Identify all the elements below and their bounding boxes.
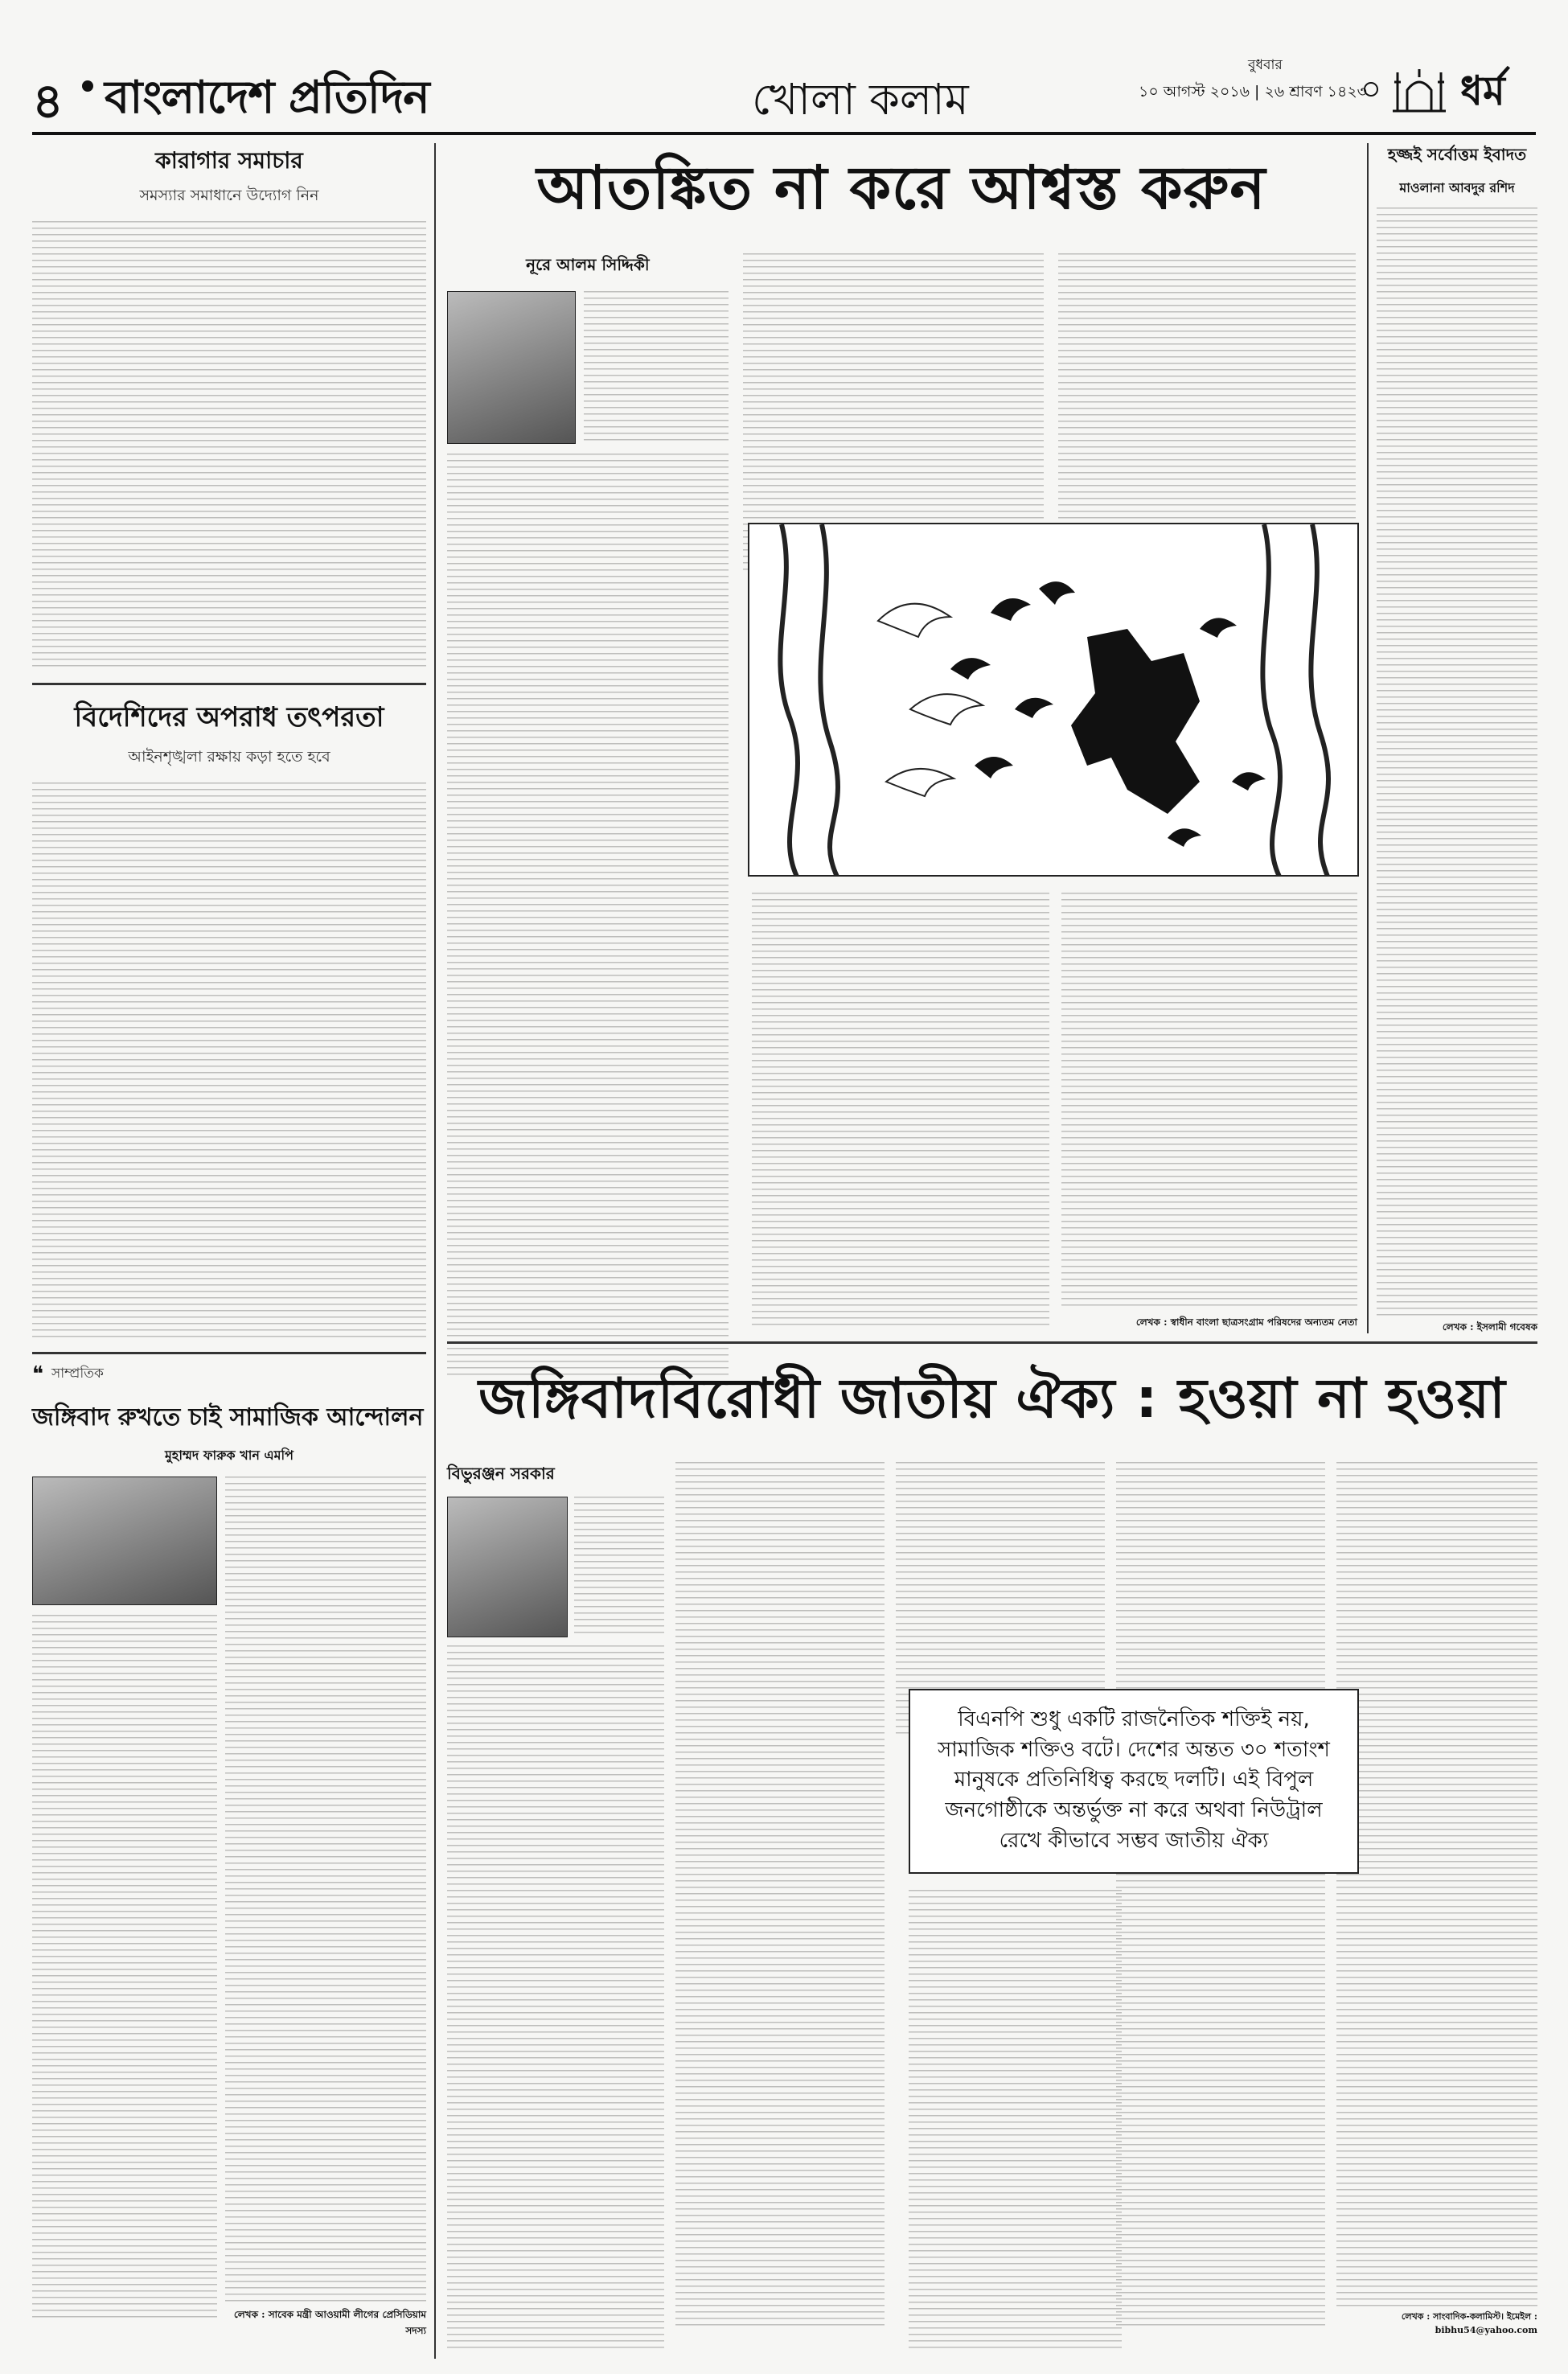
- religion-title: হজ্জই সর্বোত্তম ইবাদত: [1387, 145, 1527, 164]
- pull-quote: বিএনপি শুধু একটি রাজনৈতিক শক্তিই নয়, সামাজিক শক্তিও বটে। দেশের অন্তত ৩০ শতাংশ মানুষকে প্রতিনিধিত্ব করছে দলটি। এই বিপুল জনগোষ্ঠীকে অন্তর্ভুক্ত না করে অথবা নিউট্রাল রেখে কীভাবে সম্ভব জাতীয় ঐক্য: [909, 1689, 1359, 1874]
- second-credit: লেখক : সাংবাদিক-কলামিস্ট। ইমেইল : bibhu54@yahoo.com: [1401, 2311, 1537, 2335]
- mosque-icon: [1391, 58, 1447, 114]
- second-body-d: [1116, 1462, 1325, 2331]
- story3-credit: লেখক : সাবেক মন্ত্রী আওয়ামী লীগের প্রেসিডিয়াম সদস্য: [233, 2309, 426, 2336]
- author-photo: [32, 1477, 217, 1605]
- lead-body-a: [447, 454, 729, 1378]
- story2-subtitle: আইনশৃঙ্খলা রক্ষায় কড়া হতে হবে: [128, 748, 330, 766]
- lead-body-d: [752, 893, 1049, 1327]
- lead-credit: লেখক : স্বাধীন বাংলা ছাত্রসংগ্রাম পরিষদের অন্যতম নেতা: [1135, 1316, 1357, 1328]
- divider: [32, 683, 426, 685]
- lead-body-intro: [584, 291, 729, 444]
- page-number: ৪: [32, 73, 64, 129]
- masthead-rule: [32, 132, 1536, 135]
- second-body-b: [675, 1462, 885, 2331]
- second-body-a: [447, 1645, 664, 2353]
- masthead-circle: [1364, 82, 1378, 97]
- story3-body-b: [225, 1477, 426, 2305]
- second-body-f: [909, 1890, 1122, 2348]
- lead-body-e: [1061, 893, 1357, 1311]
- paper-name: বাংলাদেশ প্রতিদিন: [105, 72, 429, 124]
- section-title: খোলা কলাম: [752, 74, 969, 125]
- lead-headline: আতঙ্কিত না করে আশ্বস্ত করুন: [536, 154, 1266, 223]
- column-rule: [1367, 143, 1369, 1333]
- issue-date: ১০ আগস্ট ২০১৬ | ২৬ শ্রাবণ ১৪২৩: [1139, 83, 1368, 101]
- second-body-intro: [574, 1497, 664, 1637]
- story2-body: [32, 782, 426, 1337]
- column-rule: [434, 143, 436, 2359]
- story1-title: কারাগার সমাচার: [155, 147, 303, 174]
- story3-title: জঙ্গিবাদ রুখতে চাই সামাজিক আন্দোলন: [32, 1403, 424, 1431]
- lead-byline: নূরে আলম সিদ্দিকী: [526, 255, 650, 274]
- story3-byline: মুহাম্মদ ফারুক খান এমপি: [165, 1448, 293, 1463]
- masthead: [32, 48, 1536, 137]
- second-body-e: [1336, 1462, 1537, 2306]
- story1-body: [32, 221, 426, 672]
- second-author-photo: [447, 1497, 568, 1637]
- religion-body: [1377, 207, 1537, 1317]
- section-rule: [447, 1341, 1537, 1344]
- side-section-title: ধর্ম: [1460, 68, 1505, 114]
- masthead-dot: [82, 80, 93, 92]
- doves-illustration: [748, 523, 1359, 877]
- left-column: [32, 143, 426, 2363]
- divider: [32, 1352, 426, 1354]
- second-byline: বিভুরঞ্জন সরকার: [447, 1464, 555, 1483]
- story3-kicker: সাম্প্রতিক: [51, 1366, 104, 1382]
- religion-credit: লেখক : ইসলামী গবেষক: [1442, 1321, 1537, 1333]
- religion-byline: মাওলানা আবদুর রশিদ: [1399, 180, 1515, 195]
- story1-subtitle: সমস্যার সমাধানে উদ্যোগ নিন: [139, 187, 319, 204]
- quote-icon: ❝: [32, 1362, 43, 1386]
- issue-day: বুধবার: [1248, 57, 1283, 73]
- story2-title: বিদেশিদের অপরাধ তৎপরতা: [74, 701, 384, 733]
- story3-body-a: [32, 1615, 217, 2323]
- religion-column: [1377, 143, 1537, 1333]
- lead-author-photo: [447, 291, 576, 444]
- second-headline: জঙ্গিবাদবিরোধী জাতীয় ঐক্য : হওয়া না হওয়া: [478, 1367, 1506, 1431]
